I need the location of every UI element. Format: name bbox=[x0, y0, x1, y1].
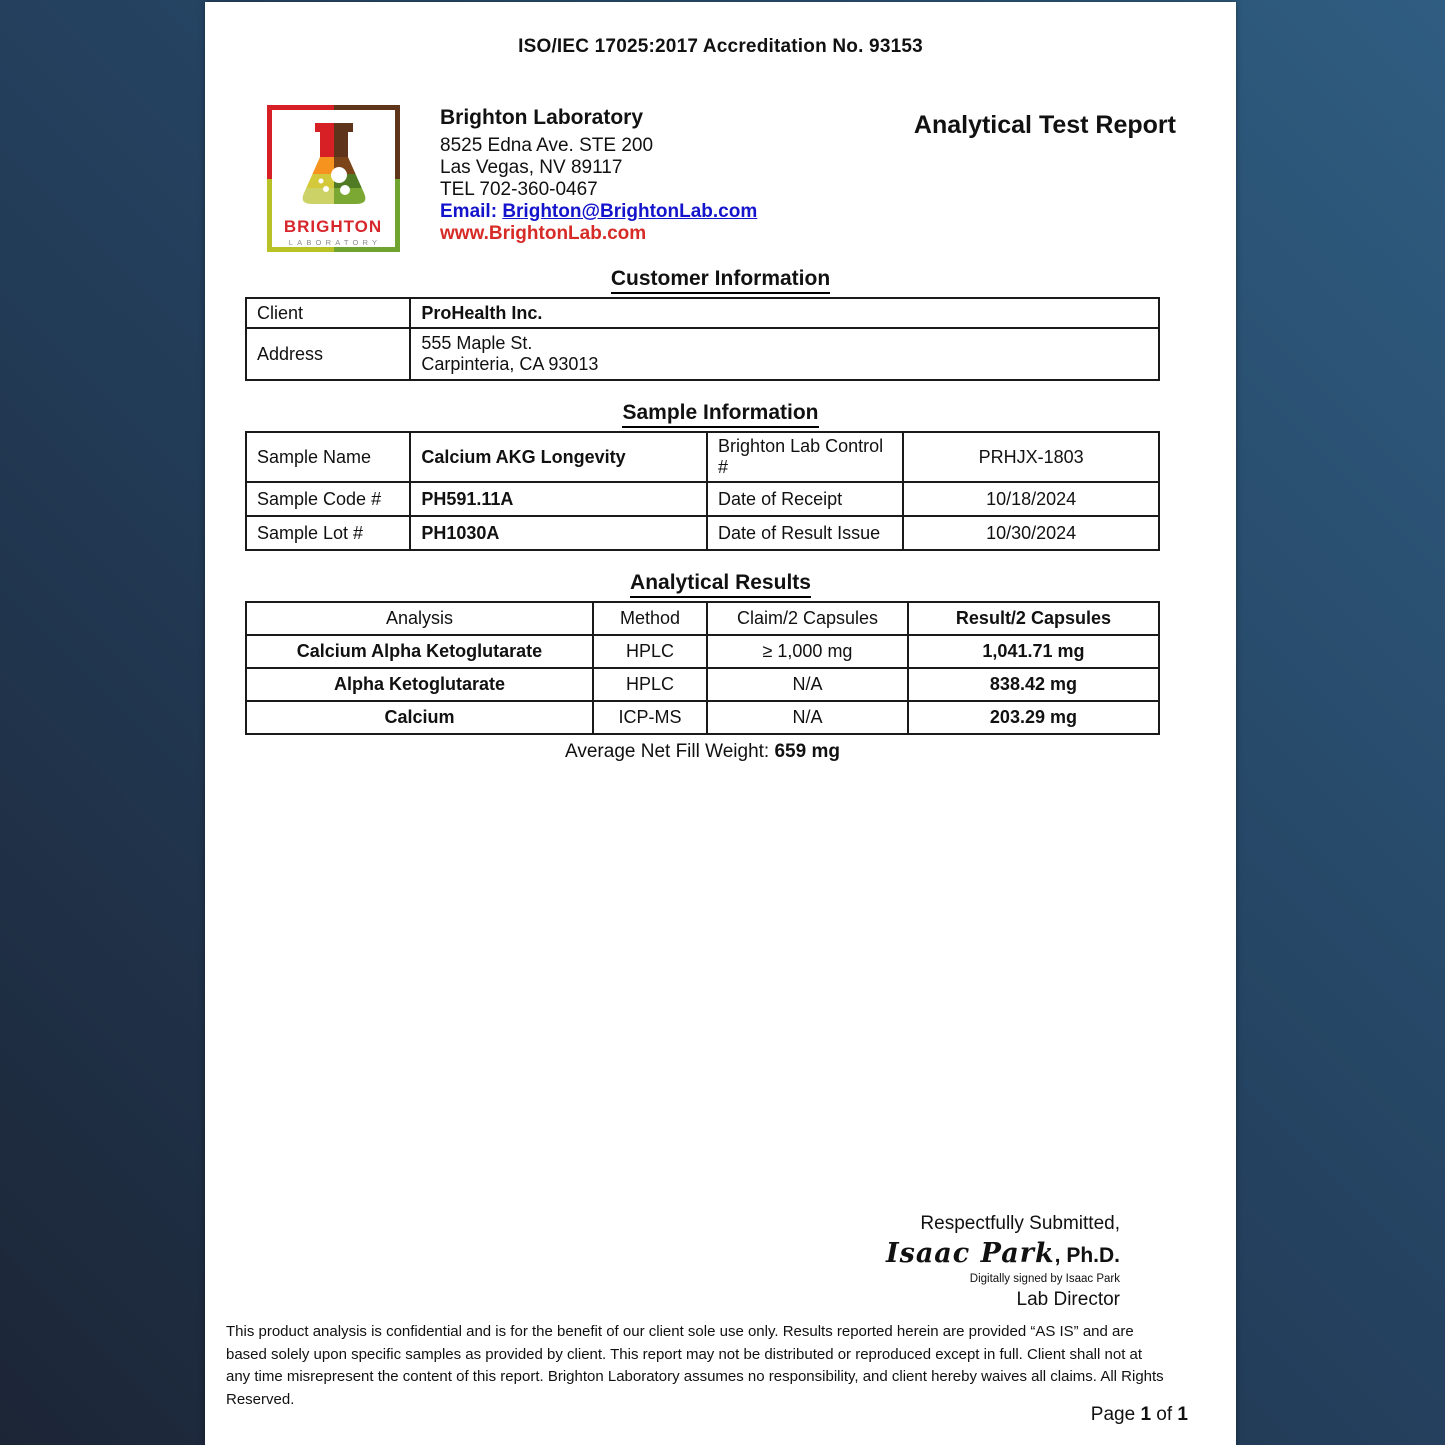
brighton-logo bbox=[267, 105, 400, 252]
logo-wordmark-primary: BRIGHTON bbox=[283, 217, 383, 236]
date-issue-value: 10/30/2024 bbox=[903, 516, 1159, 550]
flask-icon bbox=[267, 105, 400, 252]
col-claim: Claim/2 Capsules bbox=[707, 602, 908, 635]
address-value-line2: Carpinteria, CA 93013 bbox=[421, 354, 599, 374]
email-label: Email: bbox=[440, 201, 503, 222]
avg-fill-weight bbox=[245, 741, 1160, 763]
analysis-claim: ≥ 1,000 mg bbox=[707, 635, 908, 668]
logo-wordmark-secondary: LABORATORY bbox=[288, 238, 382, 247]
lab-control-label: Brighton Lab Control # bbox=[707, 432, 903, 482]
report-title: Analytical Test Report bbox=[913, 111, 1176, 139]
avg-fill-label: Average Net Fill Weight: bbox=[565, 741, 775, 762]
date-issue-label: Date of Result Issue bbox=[707, 516, 903, 550]
client-value: ProHealth Inc. bbox=[410, 298, 1159, 328]
page-total: 1 bbox=[1177, 1404, 1188, 1425]
col-result: Result/2 Capsules bbox=[908, 602, 1159, 635]
lab-address-line1: 8525 Edna Ave. STE 200 bbox=[440, 135, 654, 156]
table-header-row bbox=[246, 602, 1159, 635]
sample-code-value: PH591.11A bbox=[410, 482, 707, 516]
sample-info-table bbox=[245, 431, 1160, 551]
table-row bbox=[246, 701, 1159, 734]
table-row bbox=[246, 328, 1159, 380]
address-label: Address bbox=[246, 328, 410, 380]
lab-address-line2: Las Vegas, NV 89117 bbox=[440, 157, 623, 178]
signature-salutation: Respectfully Submitted, bbox=[920, 1213, 1120, 1234]
lab-contact-block bbox=[440, 105, 757, 245]
date-receipt-label: Date of Receipt bbox=[707, 482, 903, 516]
analysis-claim: N/A bbox=[707, 668, 908, 701]
page-number bbox=[1091, 1404, 1188, 1426]
lab-control-value: PRHJX-1803 bbox=[903, 432, 1159, 482]
table-row bbox=[246, 298, 1159, 328]
signature-block bbox=[886, 1213, 1120, 1312]
report-header bbox=[267, 105, 1176, 252]
analysis-result: 1,041.71 mg bbox=[908, 635, 1159, 668]
analysis-method: HPLC bbox=[593, 635, 707, 668]
customer-info-heading: Customer Information bbox=[205, 267, 1236, 294]
date-receipt-value: 10/18/2024 bbox=[903, 482, 1159, 516]
signature-script: Isaac Park bbox=[885, 1237, 1055, 1269]
sample-name-value: Calcium AKG Longevity bbox=[410, 432, 707, 482]
address-value-line1: 555 Maple St. bbox=[421, 333, 533, 353]
analysis-result: 203.29 mg bbox=[908, 701, 1159, 734]
sample-info-heading: Sample Information bbox=[205, 401, 1236, 428]
report-page bbox=[205, 2, 1236, 1445]
lab-email-line bbox=[440, 201, 757, 223]
signer-title: Lab Director bbox=[1016, 1288, 1120, 1310]
lab-name: Brighton Laboratory bbox=[440, 106, 643, 129]
analysis-name: Alpha Ketoglutarate bbox=[246, 668, 593, 701]
sample-name-label: Sample Name bbox=[246, 432, 410, 482]
analytical-results-heading: Analytical Results bbox=[205, 571, 1236, 598]
analysis-method: HPLC bbox=[593, 668, 707, 701]
signature-name-row bbox=[886, 1238, 1120, 1270]
table-row bbox=[246, 668, 1159, 701]
analysis-method: ICP-MS bbox=[593, 701, 707, 734]
table-row bbox=[246, 635, 1159, 668]
email-link[interactable]: Brighton@BrightonLab.com bbox=[502, 201, 758, 222]
analysis-name: Calcium bbox=[246, 701, 593, 734]
signature-suffix: , Ph.D. bbox=[1054, 1243, 1120, 1267]
disclaimer-text: This product analysis is confidential and is for the benefit of our client sole use only. Results reported herein are provided “AS IS” and are based solely upon specific samples as provided by client. This report may not be distributed or reproduced except in full. Client shall not at any time misrepresent the content of this report. Brighton Laboratory assumes no responsibility, and client hereby waives all claims. All Rights Reserved. bbox=[226, 1323, 1164, 1408]
page-word: Page bbox=[1090, 1404, 1141, 1425]
col-method: Method bbox=[593, 602, 707, 635]
customer-info-table bbox=[245, 297, 1160, 381]
analysis-result: 838.42 mg bbox=[908, 668, 1159, 701]
avg-fill-value: 659 mg bbox=[774, 741, 840, 762]
analytical-results-table bbox=[245, 601, 1160, 735]
address-value bbox=[410, 328, 1159, 380]
analysis-name: Calcium Alpha Ketoglutarate bbox=[246, 635, 593, 668]
accreditation-line: ISO/IEC 17025:2017 Accreditation No. 93153 bbox=[518, 36, 923, 57]
lab-phone: TEL 702-360-0467 bbox=[440, 179, 598, 200]
sample-code-label: Sample Code # bbox=[246, 482, 410, 516]
table-row bbox=[246, 432, 1159, 482]
digital-signature-note: Digitally signed by Isaac Park bbox=[969, 1273, 1120, 1286]
page-num: 1 bbox=[1140, 1404, 1152, 1425]
table-row bbox=[246, 516, 1159, 550]
of-word: of bbox=[1151, 1404, 1178, 1425]
client-label: Client bbox=[246, 298, 410, 328]
table-row bbox=[246, 482, 1159, 516]
col-analysis: Analysis bbox=[246, 602, 593, 635]
website-link[interactable]: www.BrightonLab.com bbox=[440, 223, 647, 244]
sample-lot-label: Sample Lot # bbox=[246, 516, 410, 550]
sample-lot-value: PH1030A bbox=[410, 516, 707, 550]
analysis-claim: N/A bbox=[707, 701, 908, 734]
